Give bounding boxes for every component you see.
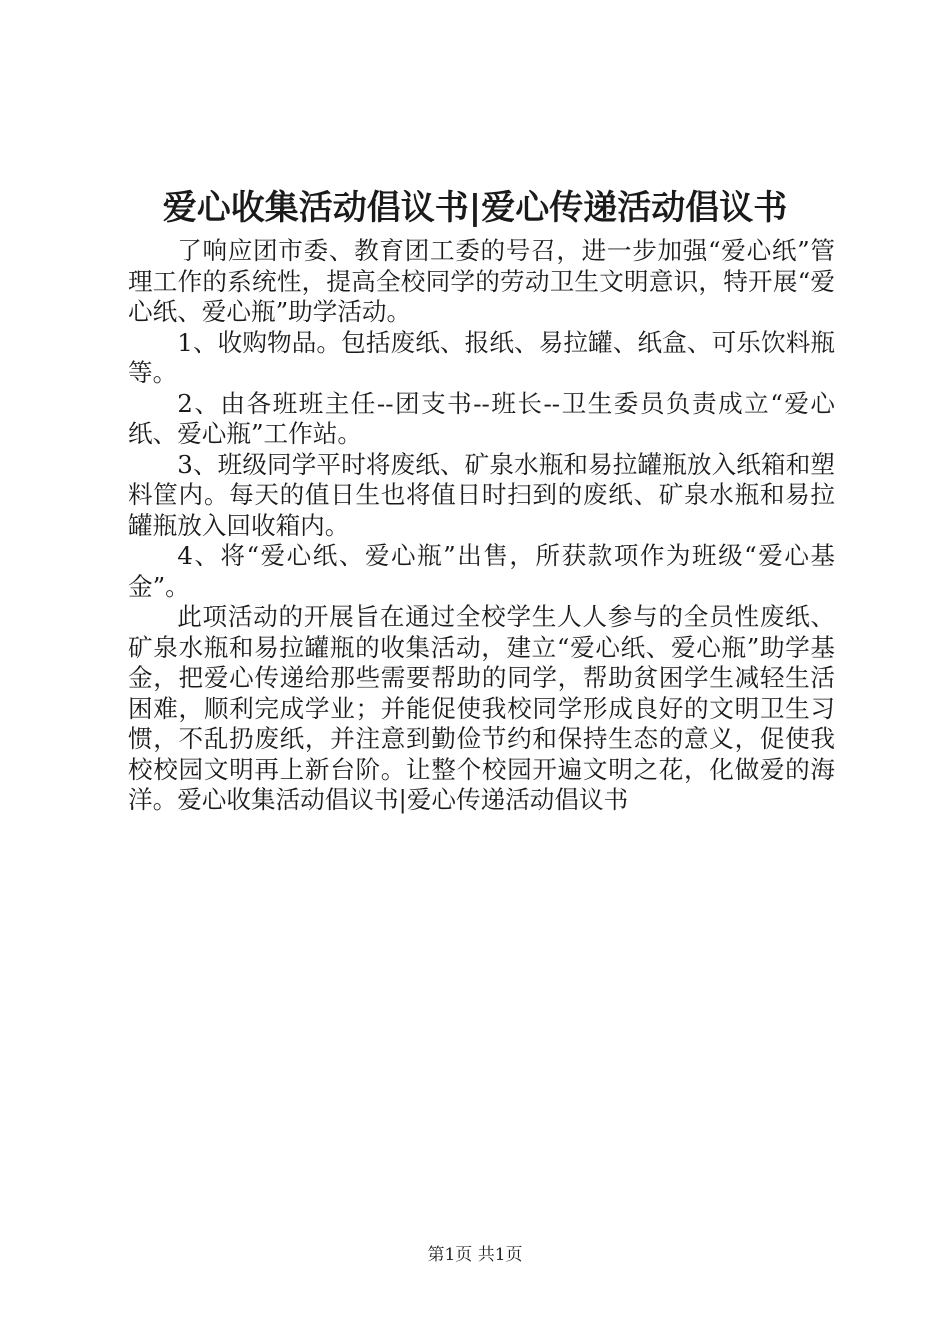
- item-2-paragraph: 2、由各班班主任--团支书--班长--卫生委员负责成立“爱心纸、爱心瓶”工作站。: [128, 388, 835, 448]
- closing-paragraph: 此项活动的开展旨在通过全校学生人人参与的全员性废纸、矿泉水瓶和易拉罐瓶的收集活动，建立“爱心纸、爱心瓶”助学基金，把爱心传递给那些需要帮助的同学，帮助贫困学生减轻生活困难，顺利完成学业；并能促使我校同学形成良好的文明卫生习惯，不乱扔废纸，并注意到勤俭节约和保持生态的意义，促使我校校园文明再上新台阶。让整个校园开遍文明之花，化做爱的海洋。爱心收集活动倡议书|爱心传递活动倡议书: [128, 602, 835, 814]
- document-title: 爱心收集活动倡议书|爱心传递活动倡议书: [162, 188, 788, 228]
- item-1-paragraph: 1、收购物品。包括废纸、报纸、易拉罐、纸盒、可乐饮料瓶等。: [128, 327, 835, 387]
- document-body: [128, 236, 835, 816]
- item-4-paragraph: 4、将“爱心纸、爱心瓶”出售，所获款项作为班级“爱心基金”。: [128, 541, 835, 601]
- page-footer: 第1页 共1页: [427, 1245, 523, 1265]
- intro-paragraph: 了响应团市委、教育团工委的号召，进一步加强“爱心纸”管理工作的系统性，提高全校同学的劳动卫生文明意识，特开展“爱心纸、爱心瓶”助学活动。: [128, 236, 835, 326]
- item-3-paragraph: 3、班级同学平时将废纸、矿泉水瓶和易拉罐瓶放入纸箱和塑料筐内。每天的值日生也将值日时扫到的废纸、矿泉水瓶和易拉罐瓶放入回收箱内。: [128, 449, 835, 540]
